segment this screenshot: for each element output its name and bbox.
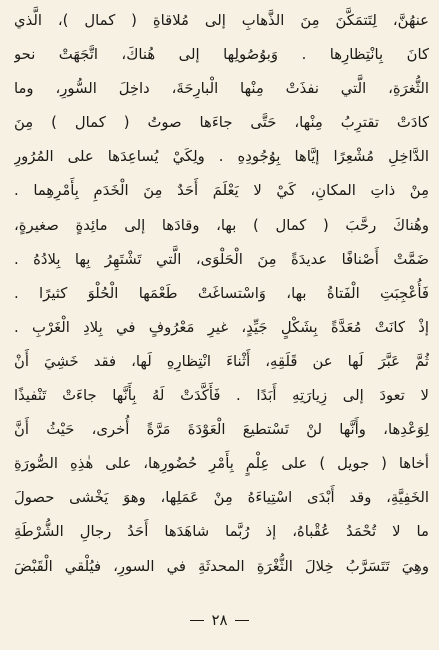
text-line: ثُمَّ عَبَّرَ لَها عن قَلَقِهِ، أَثْناءَ انْتِظارِهِ لَها، فقد خَشِيَ أَنْ [14, 352, 429, 370]
text-line: وهُناكَ رحَّبَ ( كمال ) بها، وقادَها إلى مائِدةٍ صغيرةٍ، [14, 216, 429, 234]
text-line: ما لا تُحْمَدُ عُقْباهُ، إذ رُبَّما شاهَدَها أَحَدُ رجالِ الشُّرْطَةِ [14, 523, 429, 541]
text-line: الخَفِيَّةِ، وقد أَبْدَى اسْتِياءَهُ مِنْ عَمَلِها، وهوَ يَخْشى حصولَ [14, 489, 429, 507]
page-footer [0, 611, 439, 629]
text-line: الدَّاخِلِ مُشْعِرًا إيَّاها بِوُجُودِهِ . ولِكَيْ يُساعِدَها على المُرُورِ [14, 148, 429, 166]
text-line: إذْ كانَتْ مُعَدَّةً بِشَكْلٍ جَيِّدٍ، غيرِ مَعْرُوفٍ في بِلادِ الْغَرْبِ . [14, 318, 429, 336]
page-number: ٢٨ [211, 611, 228, 629]
text-line: مِنْ ذاتِ المكانِ، كَيْ لا يَعْلَمَ أَحَدٌ مِنَ الْخَدَمِ بِأَمْرِهِما . [14, 182, 429, 200]
text-line: عنهُنَّ، لِتَتمَكَّنَ مِنَ الذَّهابِ إلى مُلاقاةِ ( كمال )، الَّذي [14, 12, 429, 29]
footer-dash-right [235, 620, 249, 621]
text-line: أخاها ( جويل ) على عِلْمٍ بِأَمْرِ حُضُورِها، على هٰذِهِ الصُّورَةِ [14, 455, 429, 473]
footer-dash-left [190, 620, 204, 621]
text-line: لا تعودَ إلى زِيارَتِهِ أَبَدًا . فَأَكَّدَتْ لَهُ بِأَنَّها جاءَتْ تَنْفيذًا [14, 387, 429, 405]
body-text [14, 4, 429, 584]
text-line: الثُّغرَةِ، الَّتي نفذَتْ مِنْها الْبارِحَةَ، داخِلَ السُّورِ، وما [14, 80, 429, 98]
text-line: وهِيَ تَتَسَرَّبُ خِلالَ الثُّغْرَةِ المحدثَةِ في السورِ، فيُلْقي الْقَبْضَ [14, 557, 429, 575]
text-line: كانَ بِانْتِظارِها . وَبوُصُولِها إلى هُناكَ، اتَّجَهَتْ نحو [14, 46, 429, 64]
text-line: لِوَعْدِها، وأَنَّها لنْ تَسْتطيعَ الْعَوْدَةَ مَرَّةً أُخرى، حَيْثُ أَنَّ [14, 421, 429, 439]
text-line: كادَتْ تقترِبُ مِنْها، حَتَّى جاءَها صوتُ ( كمال ) مِنَ [14, 114, 429, 132]
text-line: ضَمَّتْ أَصْنافًا عديدَةً مِنَ الْحَلْوَى، الَّتي تَشْتَهِرُ بِها بِلادُهُ . [14, 250, 429, 268]
text-line: فَأُعْجِبَتِ الْفَتاةُ بها، وَاسْتساغَتْ طَعْمَها الْحُلْوَ كثيرًا . [14, 284, 429, 302]
